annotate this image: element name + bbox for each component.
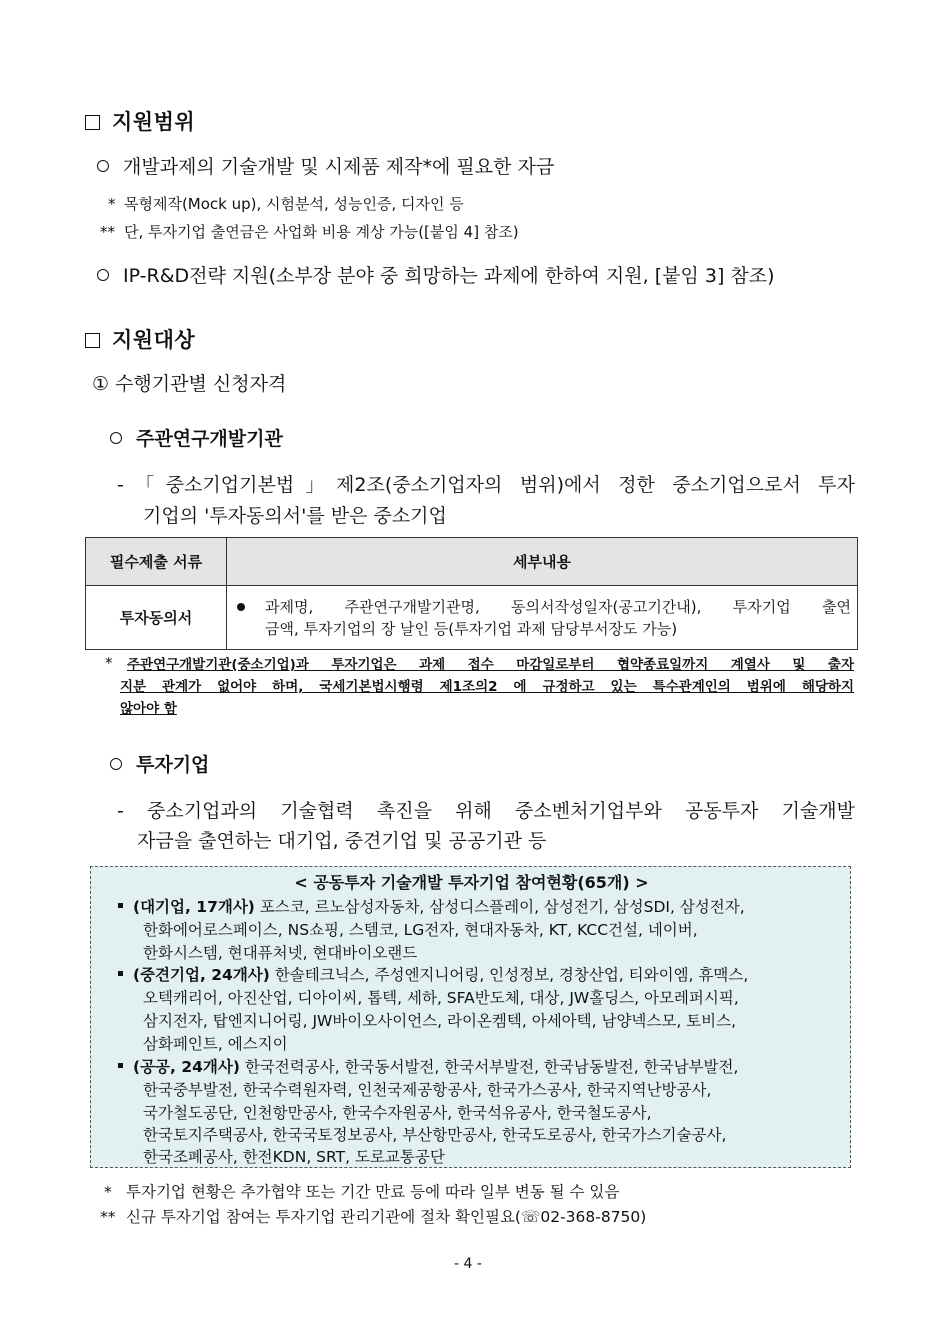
table-header-doc: 필수제출 서류 (86, 538, 227, 586)
public-org-line3: 국가철도공단, 인천항만공사, 한국수자원공사, 한국석유공사, 한국철도공사, (143, 1104, 652, 1122)
circle-bullet-icon (97, 160, 109, 172)
investor-heading: 투자기업 (110, 750, 209, 777)
checkbox-square-icon (85, 333, 100, 348)
large-company-line2: 한화에어로스페이스, NS쇼핑, 스템코, LG전자, 현대자동차, KT, KCC건설, 네이버, (143, 921, 698, 939)
table-header-row (86, 538, 858, 586)
investor-desc-line1: - 중소기업과의 기술협력 촉진을 위해 중소벤처기업부와 공동투자 기술개발 (117, 800, 855, 822)
checkbox-square-icon (85, 115, 100, 130)
mid-company-line3: 삼지전자, 탑엔지니어링, JW바이오사이언스, 라이온켐텍, 아세아텍, 남양넥스모, 토비스, (143, 1012, 737, 1030)
circle-bullet-icon (97, 269, 109, 281)
section-title-support-target: 지원대상 (85, 324, 195, 354)
investor-box-title: < 공동투자 기술개발 투자기업 참여현황(65개) > (294, 873, 649, 892)
mid-company-line4: 삼화페인트, 에스지이 (143, 1035, 288, 1053)
table-header-detail: 세부내용 (227, 538, 858, 586)
table-row (86, 586, 858, 650)
footnote-2: ** 신규 투자기업 참여는 투자기업 관리기관에 절차 확인필요(☏02-368-8750) (100, 1208, 647, 1226)
large-company-line3: 한화시스템, 현대퓨처넷, 현대바이오랜드 (143, 944, 418, 962)
circle-bullet-icon (110, 432, 122, 444)
large-company-line1: (대기업, 17개사) 포스코, 르노삼성자동차, 삼성디스플레이, 삼성전기, 삼성SDI, 삼성전자, (118, 896, 745, 919)
lead-org-heading: 주관연구개발기관 (110, 424, 283, 451)
investor-desc-line2: 자금을 출연하는 대기업, 중견기업 및 공공기관 등 (137, 830, 547, 852)
investor-list-box (90, 866, 851, 1168)
subsection-eligibility: ① 수행기관별 신청자격 (92, 373, 287, 395)
lead-org-desc-line1: -「중소기업기본법」제2조(중소기업자의 범위)에서 정한 중소기업으로서 투자 (117, 474, 855, 496)
table-cell-detail: 과제명, 주관연구개발기관명, 동의서작성일자(공고기간내), 투자기업 출연 금액, 투자기업의 장 날인 등(투자기업 과제 담당부서장도 가능) (227, 586, 858, 650)
table-cell-doc: 투자동의서 (86, 586, 227, 650)
section-title-support-scope: 지원범위 (85, 106, 195, 136)
support-note-1: * 목형제작(Mock up), 시험분석, 성능인증, 디자인 등 (108, 195, 464, 213)
circle-bullet-icon (110, 758, 122, 770)
lead-org-desc-line2: 기업의 '투자동의서'를 받은 중소기업 (143, 505, 447, 527)
mid-company-line1: (중견기업, 24개사) 한솔테크닉스, 주성엔지니어링, 인성정보, 경창산업, 티와이엠, 휴맥스, (118, 964, 748, 987)
bullet-dot-icon (237, 603, 245, 611)
square-bullet-icon (118, 903, 123, 908)
support-item-2: IP-R&D전략 지원(소부장 분야 중 희망하는 과제에 한하여 지원, [붙임 3] 참조) (97, 261, 775, 288)
support-item-1: 개발과제의 기술개발 및 시제품 제작*에 필요한 자금 (97, 152, 554, 179)
square-bullet-icon (118, 971, 123, 976)
support-note-2: ** 단, 투자기업 출연금은 사업화 비용 계상 가능([붙임 4] 참조) (100, 223, 519, 241)
required-documents-table (85, 537, 858, 650)
public-org-line1: (공공, 24개사) 한국전력공사, 한국동서발전, 한국서부발전, 한국남동발전, 한국남부발전, (118, 1056, 738, 1079)
square-bullet-icon (118, 1063, 123, 1068)
public-org-line2: 한국중부발전, 한국수력원자력, 인천국제공항공사, 한국가스공사, 한국지역난방공사, (143, 1081, 712, 1099)
public-org-line5: 한국조폐공사, 한전KDN, SRT, 도로교통공단 (143, 1148, 445, 1166)
mid-company-line2: 오텍캐리어, 아진산업, 디아이씨, 톱텍, 세하, SFA반도체, 대상, JW홀딩스, 아모레퍼시픽, (143, 989, 739, 1007)
public-org-line4: 한국토지주택공사, 한국국토정보공사, 부산항만공사, 한국도로공사, 한국가스기술공사, (143, 1126, 727, 1144)
page-number: - 4 - (454, 1256, 482, 1272)
footnote-1: * 투자기업 현황은 추가협약 또는 기간 만료 등에 따라 일부 변동 될 수 있음 (104, 1183, 620, 1201)
